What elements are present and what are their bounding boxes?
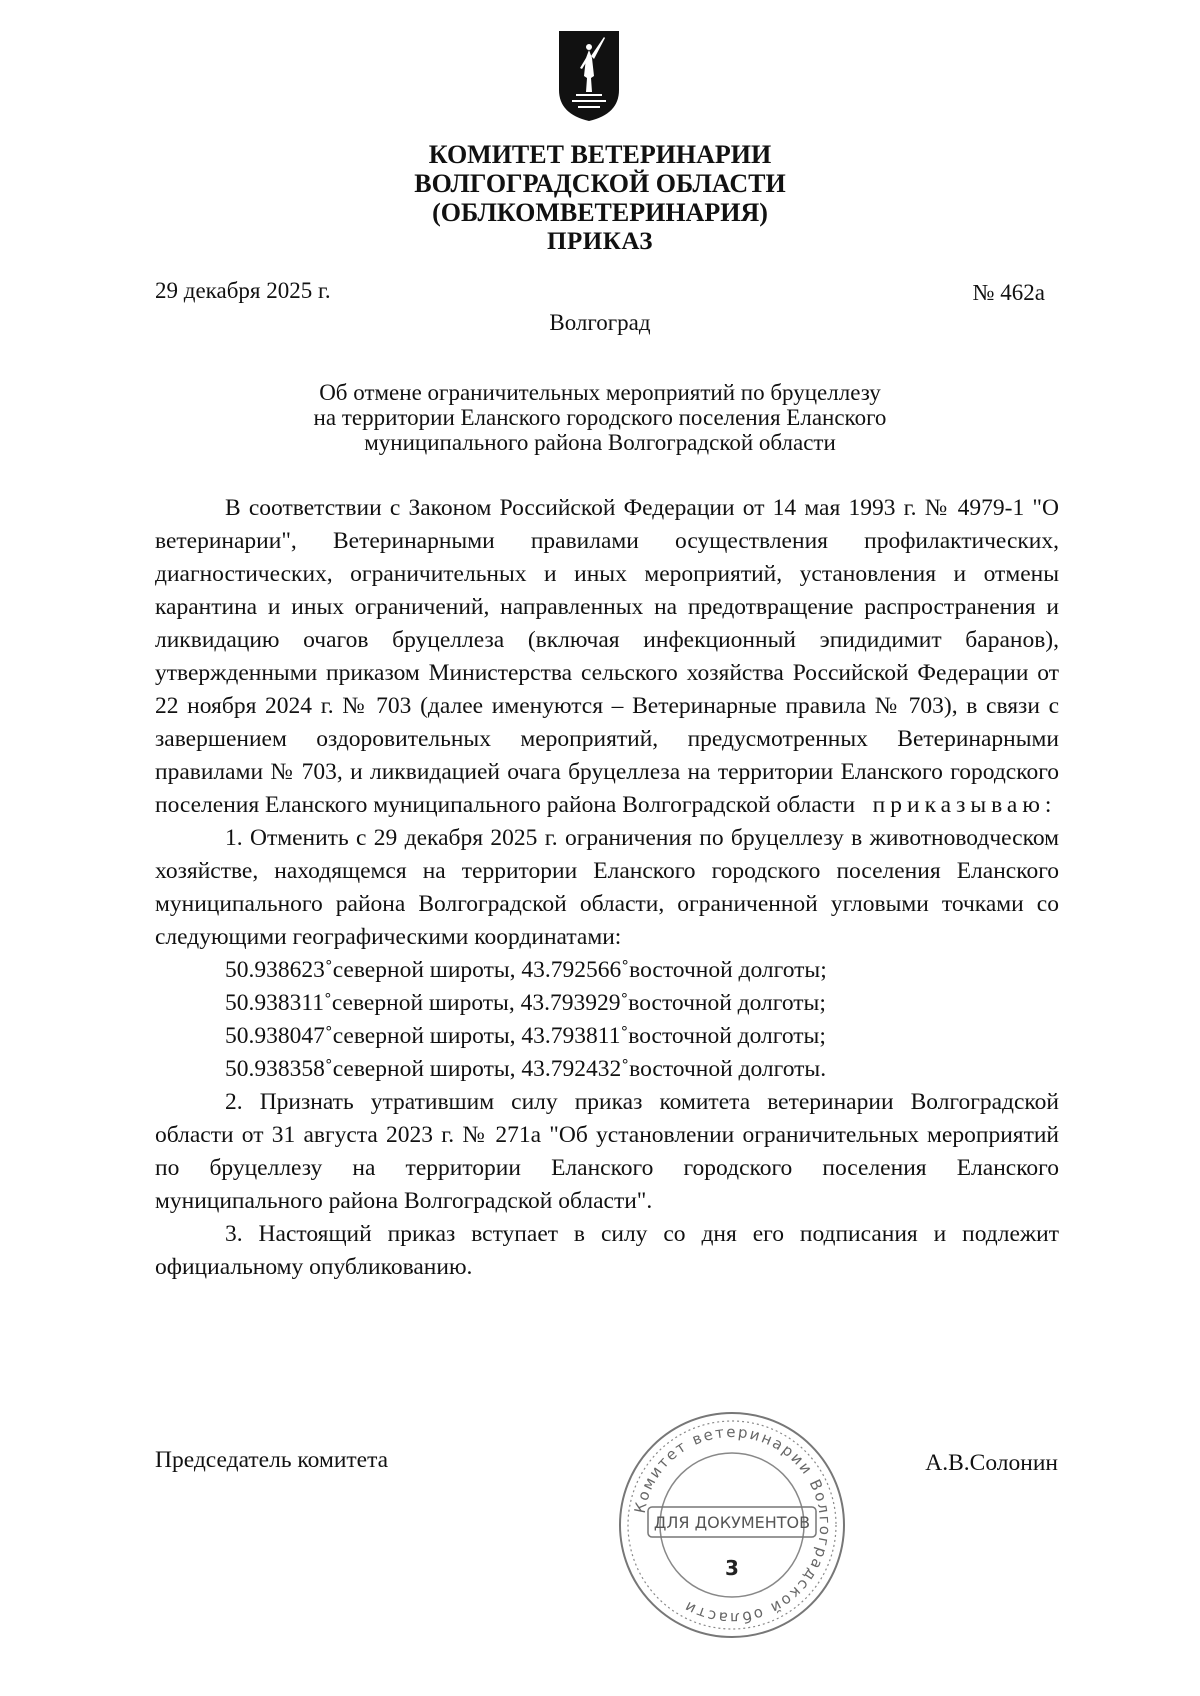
item-2-paragraph: 2. Признать утратившим силу приказ комитета ветеринарии Волгоградской области от 31 августа 2023 г. № 271а "Об установлении ограничительных мероприятий по бруцеллезу на территории Еланского городского поселения Еланского муниципального района Волгоградской области".: [155, 1089, 1059, 1214]
order-body: [155, 492, 1059, 1284]
coordinate-item: 50.938311˚северной широты, 43.793929˚восточной долготы;: [225, 990, 826, 1016]
order-number: № 462а: [972, 280, 1045, 305]
command-word: приказываю:: [872, 792, 1057, 818]
item-3-paragraph: 3. Настоящий приказ вступает в силу со дня его подписания и подлежит официальному опубликованию.: [155, 1221, 1059, 1280]
org-line: ВОЛГОГРАДСКОЙ ОБЛАСТИ: [414, 169, 786, 198]
coordinate-item: 50.938623˚северной широты, 43.792566˚восточной долготы;: [225, 957, 827, 983]
signer-role: Председатель комитета: [155, 1447, 389, 1473]
stamp-number: 3: [725, 1556, 739, 1580]
org-line: КОМИТЕТ ВЕТЕРИНАРИИ: [428, 140, 772, 169]
org-line: (ОБЛКОМВЕТЕРИНАРИЯ): [432, 198, 768, 227]
coordinates-list: [155, 954, 1059, 1086]
subject-line: муниципального района Волгоградской области: [364, 430, 836, 455]
item-1-paragraph: 1. Отменить с 29 декабря 2025 г. ограничения по бруцеллезу в животноводческом хозяйстве, находящемся на территории Еланского городского поселения Еланского муниципального района Волгоградской области, ограниченной угловыми точками со следующими географическими координатами:: [155, 825, 1059, 950]
document-type-title: ПРИКАЗ: [547, 228, 653, 255]
order-date: 29 декабря 2025 г.: [155, 278, 331, 303]
preamble-text: В соответствии с Законом Российской Федерации от 14 мая 1993 г. № 4979-1 "О ветеринарии", Ветеринарными правилами осуществления профилактических, диагностических, ограничительных и иных мероприятий, установления и отмены карантина и иных ограничений, направленных на предотвращение распространения и ликвидацию очагов бруцеллеза (включая инфекционный эпидидимит баранов), утвержденными приказом Министерства сельского хозяйства Российской Федерации от 22 ноября 2024 г. № 703 (далее именуются – Ветеринарные правила № 703), в связи с завершением оздоровительных мероприятий, предусмотренных Ветеринарными правилами № 703, и ликвидацией очага бруцеллеза на территории Еланского городского поселения Еланского муниципального района Волгоградской области: [155, 495, 1059, 818]
subject-line: на территории Еланского городского поселения Еланского: [313, 405, 887, 430]
stamp-ring-text: Комитет ветеринарии Волгоградской области: [630, 1422, 835, 1628]
coat-of-arms-emblem: [556, 28, 622, 124]
preamble-paragraph: [155, 492, 1059, 822]
stamp-center-text: ДЛЯ ДОКУМЕНТОВ: [653, 1513, 811, 1532]
coordinate-item: 50.938047˚северной широты, 43.793811˚восточной долготы;: [225, 1023, 826, 1049]
coordinate-item: 50.938358˚северной широты, 43.792432˚восточной долготы.: [225, 1056, 827, 1082]
order-city: Волгоград: [549, 310, 651, 335]
signer-name: А.В.Солонин: [925, 1450, 1058, 1476]
official-stamp-seal: [614, 1407, 850, 1643]
order-subject: [200, 380, 1000, 455]
subject-line: Об отмене ограничительных мероприятий по бруцеллезу: [319, 380, 881, 405]
organization-name: [0, 140, 1200, 227]
